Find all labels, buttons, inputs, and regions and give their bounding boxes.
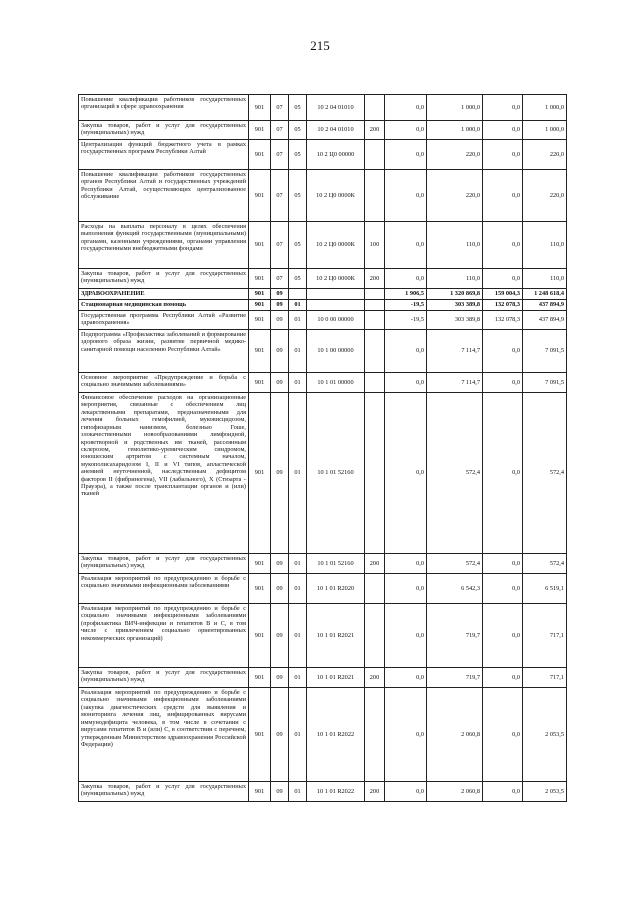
table-row [79,95,567,121]
cell-ved: 901 [249,300,271,311]
cell-csr: 10 1 01 52160 [307,554,365,574]
cell-name: Закупка товаров, работ и услуг для государственных (муниципальных) нужд [79,782,249,802]
cell-ved: 901 [249,140,271,170]
cell-pr: 05 [289,222,307,269]
cell-amount-3: 0,0 [483,393,523,554]
cell-ved: 901 [249,554,271,574]
cell-amount-2: 1 000,0 [427,121,483,140]
cell-amount-2: 719,7 [427,668,483,688]
cell-amount-4: 717,1 [523,668,567,688]
cell-name: Стационарная медицинская помощь [79,300,249,311]
cell-amount-2: 1 000,0 [427,95,483,121]
cell-vr: 200 [365,121,385,140]
cell-pr: 05 [289,95,307,121]
cell-amount-1: 0,0 [385,688,427,782]
cell-name: Подпрограмма «Профилактика заболеваний и формирование здорового образа жизни, развитие первичной медико-санитарной помощи населению Республики Алтай» [79,330,249,373]
table-row [79,688,567,782]
cell-vr [365,330,385,373]
cell-amount-4: 1 248 618,4 [523,289,567,300]
cell-amount-1: 0,0 [385,668,427,688]
cell-ved: 901 [249,373,271,393]
cell-ved: 901 [249,95,271,121]
cell-amount-2: 2 060,8 [427,782,483,802]
table-row [79,393,567,554]
cell-pr: 01 [289,311,307,330]
cell-ved: 901 [249,782,271,802]
cell-ved: 901 [249,330,271,373]
cell-name: Расходы на выплаты персоналу в целях обеспечения выполнения функций государственными (муниципальными) органами, казенными учреждениями, органами управления государственными внебюджетными фондами [79,222,249,269]
cell-amount-4: 6 519,1 [523,574,567,604]
cell-vr [365,140,385,170]
cell-csr: 10 2 Ц0 00000 [307,140,365,170]
cell-rz: 07 [271,269,289,289]
cell-rz: 09 [271,604,289,668]
cell-pr: 01 [289,554,307,574]
cell-csr: 10 0 00 00000 [307,311,365,330]
cell-vr [365,95,385,121]
cell-rz: 07 [271,140,289,170]
cell-amount-1: -19,5 [385,311,427,330]
cell-vr: 100 [365,222,385,269]
cell-amount-2: 719,7 [427,604,483,668]
cell-csr [307,300,365,311]
cell-amount-4: 717,1 [523,604,567,668]
cell-amount-2: 2 060,8 [427,688,483,782]
cell-amount-3: 0,0 [483,782,523,802]
cell-amount-4: 2 053,5 [523,688,567,782]
cell-amount-4: 110,0 [523,222,567,269]
cell-pr: 05 [289,170,307,222]
cell-name: Основное мероприятие «Предупреждение и борьба с социально значимыми заболеваниями» [79,373,249,393]
cell-csr: 10 1 01 R2022 [307,688,365,782]
cell-rz: 07 [271,121,289,140]
cell-amount-3: 0,0 [483,574,523,604]
cell-ved: 901 [249,574,271,604]
table-row [79,140,567,170]
cell-name: Реализация мероприятий по предупреждению и борьбе с социально значимыми инфекционными заболеваниями [79,574,249,604]
cell-vr: 200 [365,554,385,574]
cell-amount-4: 220,0 [523,140,567,170]
cell-amount-3: 0,0 [483,269,523,289]
cell-pr: 01 [289,373,307,393]
cell-name: Закупка товаров, работ и услуг для государственных (муниципальных) нужд [79,554,249,574]
cell-amount-4: 1 000,0 [523,121,567,140]
cell-amount-1: 0,0 [385,574,427,604]
table-row [79,311,567,330]
cell-ved: 901 [249,668,271,688]
table-row [79,121,567,140]
cell-csr: 10 1 01 52160 [307,393,365,554]
cell-amount-2: 220,0 [427,140,483,170]
cell-amount-1: -19,5 [385,300,427,311]
cell-name: Закупка товаров, работ и услуг для государственных (муниципальных) нужд [79,668,249,688]
cell-amount-2: 1 320 869,8 [427,289,483,300]
cell-ved: 901 [249,222,271,269]
cell-csr: 10 2 04 01010 [307,121,365,140]
cell-amount-2: 220,0 [427,170,483,222]
table-row [79,269,567,289]
budget-table [78,94,567,802]
cell-csr: 10 2 Ц0 0000К [307,269,365,289]
cell-vr: 200 [365,269,385,289]
cell-vr [365,373,385,393]
cell-pr: 05 [289,140,307,170]
table-body [79,95,567,802]
cell-name: ЗДРАВООХРАНЕНИЕ [79,289,249,300]
cell-pr: 01 [289,330,307,373]
cell-amount-2: 110,0 [427,269,483,289]
cell-vr [365,170,385,222]
cell-amount-3: 159 004,3 [483,289,523,300]
cell-rz: 07 [271,95,289,121]
cell-amount-1: 0,0 [385,95,427,121]
cell-ved: 901 [249,311,271,330]
cell-rz: 09 [271,289,289,300]
cell-amount-2: 6 542,3 [427,574,483,604]
cell-amount-3: 0,0 [483,222,523,269]
cell-amount-1: 0,0 [385,393,427,554]
cell-name: Реализация мероприятий по предупреждению и борьбе с социально значимыми инфекционными заболеваниями (профилактика ВИЧ-инфекции и гепатитов В и С, в том числе с привлечением социально ориентированных некоммерческих организаций) [79,604,249,668]
table-row [79,782,567,802]
cell-rz: 09 [271,782,289,802]
cell-rz: 09 [271,574,289,604]
cell-amount-3: 0,0 [483,170,523,222]
cell-csr: 10 1 01 R2022 [307,782,365,802]
cell-pr: 01 [289,668,307,688]
cell-vr: 200 [365,782,385,802]
cell-ved: 901 [249,393,271,554]
cell-amount-2: 7 114,7 [427,330,483,373]
cell-rz: 07 [271,222,289,269]
cell-amount-3: 0,0 [483,668,523,688]
table-row [79,289,567,300]
cell-amount-1: 0,0 [385,140,427,170]
cell-rz: 09 [271,668,289,688]
cell-amount-1: 0,0 [385,170,427,222]
cell-pr: 01 [289,782,307,802]
cell-amount-1: 0,0 [385,554,427,574]
cell-vr [365,311,385,330]
cell-pr: 01 [289,604,307,668]
cell-amount-2: 110,0 [427,222,483,269]
cell-amount-2: 572,4 [427,393,483,554]
cell-amount-3: 0,0 [483,330,523,373]
cell-csr: 10 2 04 01010 [307,95,365,121]
cell-amount-1: 0,0 [385,121,427,140]
cell-amount-3: 0,0 [483,95,523,121]
cell-rz: 09 [271,373,289,393]
cell-csr: 10 1 01 R2020 [307,574,365,604]
cell-amount-2: 7 114,7 [427,373,483,393]
cell-rz: 09 [271,311,289,330]
cell-rz: 09 [271,554,289,574]
table-row [79,222,567,269]
cell-amount-4: 1 000,0 [523,95,567,121]
cell-pr: 01 [289,393,307,554]
table-row [79,604,567,668]
table-row [79,373,567,393]
cell-vr [365,300,385,311]
cell-csr: 10 1 00 00000 [307,330,365,373]
cell-amount-4: 7 091,5 [523,330,567,373]
page-number: 215 [310,38,330,53]
cell-amount-4: 437 894,9 [523,311,567,330]
cell-rz: 07 [271,170,289,222]
cell-amount-4: 110,0 [523,269,567,289]
cell-amount-1: 1 906,5 [385,289,427,300]
cell-name: Повышение квалификации работников государственных органов Республики Алтай и государственных учреждений Республики Алтай, осуществляющих централизованное обслуживание [79,170,249,222]
table-row [79,554,567,574]
cell-rz: 09 [271,688,289,782]
cell-amount-4: 437 894,9 [523,300,567,311]
cell-amount-1: 0,0 [385,330,427,373]
cell-amount-3: 0,0 [483,554,523,574]
cell-amount-2: 572,4 [427,554,483,574]
cell-csr: 10 1 01 R2021 [307,604,365,668]
cell-amount-3: 0,0 [483,140,523,170]
cell-ved: 901 [249,121,271,140]
cell-ved: 901 [249,604,271,668]
table-row [79,170,567,222]
cell-pr: 01 [289,574,307,604]
cell-amount-4: 572,4 [523,554,567,574]
cell-amount-3: 0,0 [483,121,523,140]
cell-csr: 10 1 01 R2021 [307,668,365,688]
table-row [79,574,567,604]
table-row [79,300,567,311]
cell-amount-1: 0,0 [385,373,427,393]
cell-amount-1: 0,0 [385,269,427,289]
cell-csr: 10 1 01 00000 [307,373,365,393]
cell-name: Государственная программа Республики Алтай «Развитие здравоохранения» [79,311,249,330]
cell-amount-4: 7 091,5 [523,373,567,393]
cell-rz: 09 [271,330,289,373]
cell-name: Повышение квалификации работников государственных организаций в сфере здравоохранения [79,95,249,121]
cell-vr [365,604,385,668]
cell-name: Реализация мероприятий по предупреждению и борьбе с социально значимыми инфекционными заболеваниями (закупка диагностических средств для выявления и мониторинга лечения лиц, инфицированных вирусами иммунодефицита человека, в том числе в сочетании с вирусами гепатитов В и (или) С, в соответствии с перечнем, утвержденным Министерством здравоохранения Российской Федерации) [79,688,249,782]
cell-amount-2: 303 389,8 [427,311,483,330]
cell-ved: 901 [249,688,271,782]
cell-ved: 901 [249,269,271,289]
cell-pr: 05 [289,269,307,289]
cell-name: Закупка товаров, работ и услуг для государственных (муниципальных) нужд [79,121,249,140]
cell-amount-3: 132 078,3 [483,300,523,311]
cell-amount-3: 132 078,3 [483,311,523,330]
cell-ved: 901 [249,289,271,300]
cell-amount-1: 0,0 [385,604,427,668]
cell-amount-1: 0,0 [385,782,427,802]
cell-vr: 200 [365,668,385,688]
cell-pr: 01 [289,300,307,311]
cell-rz: 09 [271,300,289,311]
cell-amount-3: 0,0 [483,604,523,668]
cell-pr [289,289,307,300]
cell-amount-1: 0,0 [385,222,427,269]
cell-amount-4: 572,4 [523,393,567,554]
cell-amount-3: 0,0 [483,373,523,393]
cell-vr [365,574,385,604]
cell-amount-2: 303 389,8 [427,300,483,311]
cell-pr: 05 [289,121,307,140]
cell-rz: 09 [271,393,289,554]
cell-name: Закупка товаров, работ и услуг для государственных (муниципальных) нужд [79,269,249,289]
cell-vr [365,688,385,782]
cell-amount-4: 220,0 [523,170,567,222]
cell-name: Финансовое обеспечение расходов на организационные мероприятия, связанные с обеспечением лиц лекарственными препаратами, предназначенными для лечения больных гемофилией, муковисцидозом, гипофизарным нанизмом, болезнью Гоше, злокачественными новообразованиями лимфоидной, кроветворной и родственных им тканей, рассеянным склерозом, гемолитико-уремическим синдромом, юношеским артритом с системным началом, мукополисахаридозом I, II и VI типов, апластической анемией неуточненной, наследственным дефицитом факторов II (фибриногена), VII (лабильного), X (Стюарта - Прауэра), а также после трансплантации органов и (или) тканей [79,393,249,554]
cell-vr [365,393,385,554]
table-row [79,330,567,373]
cell-csr [307,289,365,300]
cell-csr: 10 2 Ц0 0000К [307,222,365,269]
cell-pr: 01 [289,688,307,782]
cell-name: Централизация функций бюджетного учета в рамках государственных программ Республики Алтай [79,140,249,170]
cell-ved: 901 [249,170,271,222]
cell-amount-3: 0,0 [483,688,523,782]
cell-vr [365,289,385,300]
cell-csr: 10 2 Ц0 0000К [307,170,365,222]
cell-amount-4: 2 053,5 [523,782,567,802]
table-row [79,668,567,688]
